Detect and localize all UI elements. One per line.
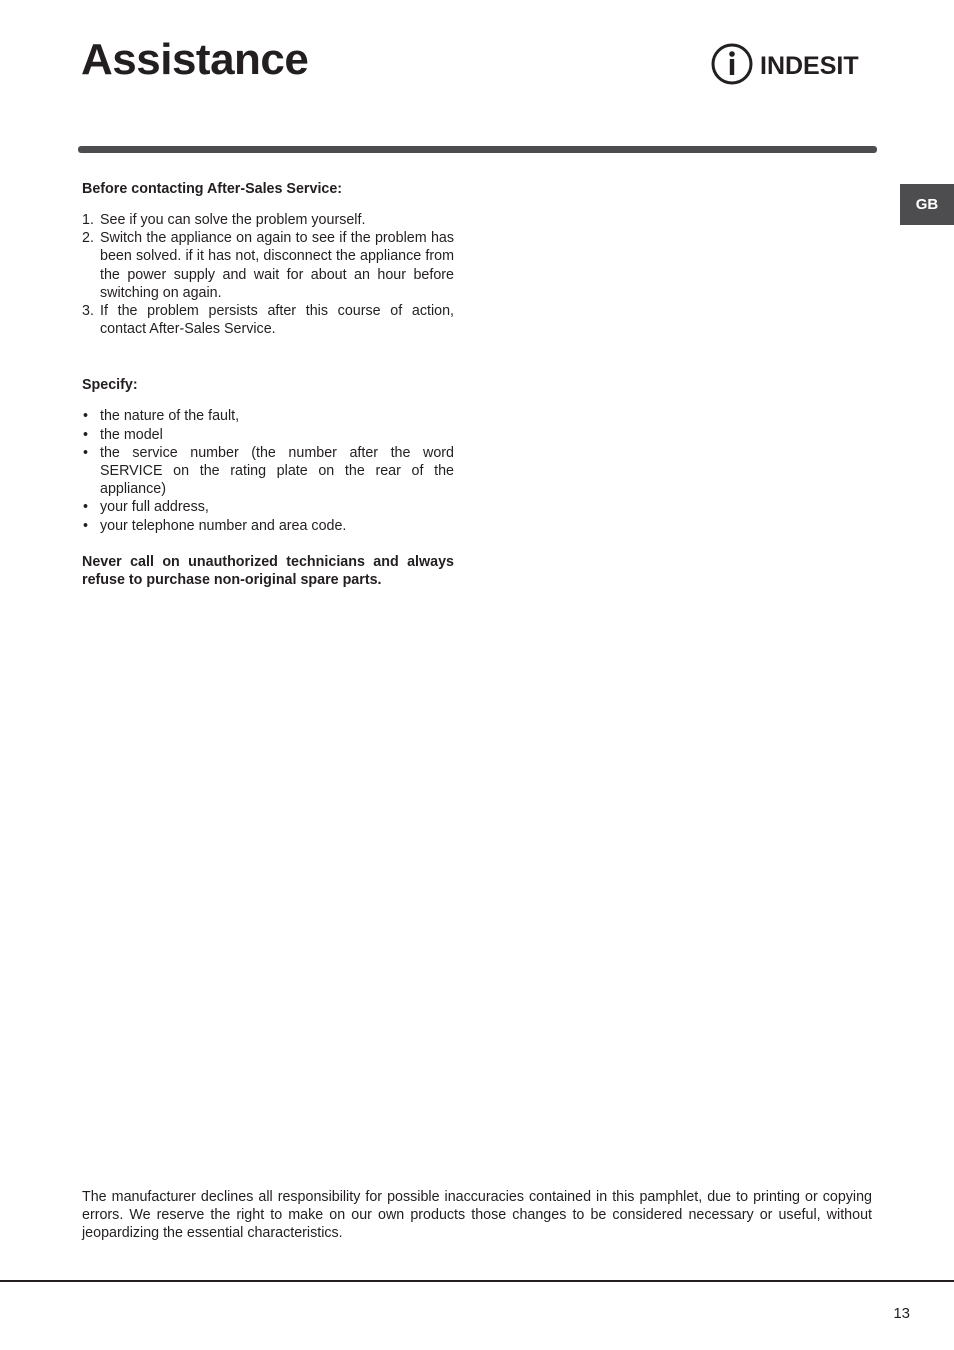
steps-list	[82, 211, 454, 338]
step-item	[82, 211, 454, 229]
specify-heading: Specify:	[82, 377, 138, 394]
content-column	[82, 180, 454, 589]
specify-text: the service number (the number after the word SERVICE on the rating plate on the rear of the appliance)	[100, 444, 454, 498]
step-text: If the problem persists after this course of action, contact After-Sales Service.	[100, 303, 454, 338]
disclaimer-text: The manufacturer declines all responsibility for possible inaccuracies contained in this pamphlet, due to printing or copying errors. We reserve the right to make on our own products those changes to be considered necessary or useful, without jeopardizing the essential characteristics.	[82, 1189, 872, 1242]
warning-text: Never call on unauthorized technicians and always refuse to purchase non-original spare parts.	[82, 553, 454, 589]
specify-text: the model	[100, 426, 163, 443]
bullet-icon: •	[83, 499, 89, 516]
page-title: Assistance	[81, 35, 309, 84]
logo-text: INDESIT	[760, 52, 859, 80]
specify-item	[82, 407, 454, 425]
step-item	[82, 229, 454, 302]
step-number: 3.	[82, 303, 94, 320]
before-contacting-heading: Before contacting After-Sales Service:	[82, 181, 343, 197]
step-text: Switch the appliance on again to see if the problem has been solved. if it has not, disconnect the appliance from the power supply and wait for about an hour before switching on again.	[100, 230, 454, 301]
bullet-icon: •	[83, 444, 89, 461]
bullet-icon: •	[83, 426, 89, 443]
specify-item	[82, 498, 454, 516]
step-text: See if you can solve the problem yourself.	[100, 212, 366, 228]
step-number: 2.	[82, 230, 94, 247]
indesit-logo	[710, 42, 870, 86]
step-number: 1.	[82, 212, 94, 228]
bullet-icon: •	[83, 408, 89, 425]
specify-text: the nature of the fault,	[100, 408, 240, 425]
specify-text: your full address,	[100, 499, 209, 516]
bullet-icon: •	[83, 517, 89, 534]
specify-text: your telephone number and area code.	[100, 517, 347, 534]
step-item	[82, 302, 454, 338]
specify-item	[82, 426, 454, 444]
specify-item	[82, 444, 454, 499]
language-tab: GB	[900, 184, 954, 225]
specify-list	[82, 407, 454, 534]
specify-item	[82, 517, 454, 535]
footer-rule	[0, 1280, 954, 1282]
header-rule	[78, 146, 877, 153]
page-number: 13	[893, 1305, 910, 1322]
